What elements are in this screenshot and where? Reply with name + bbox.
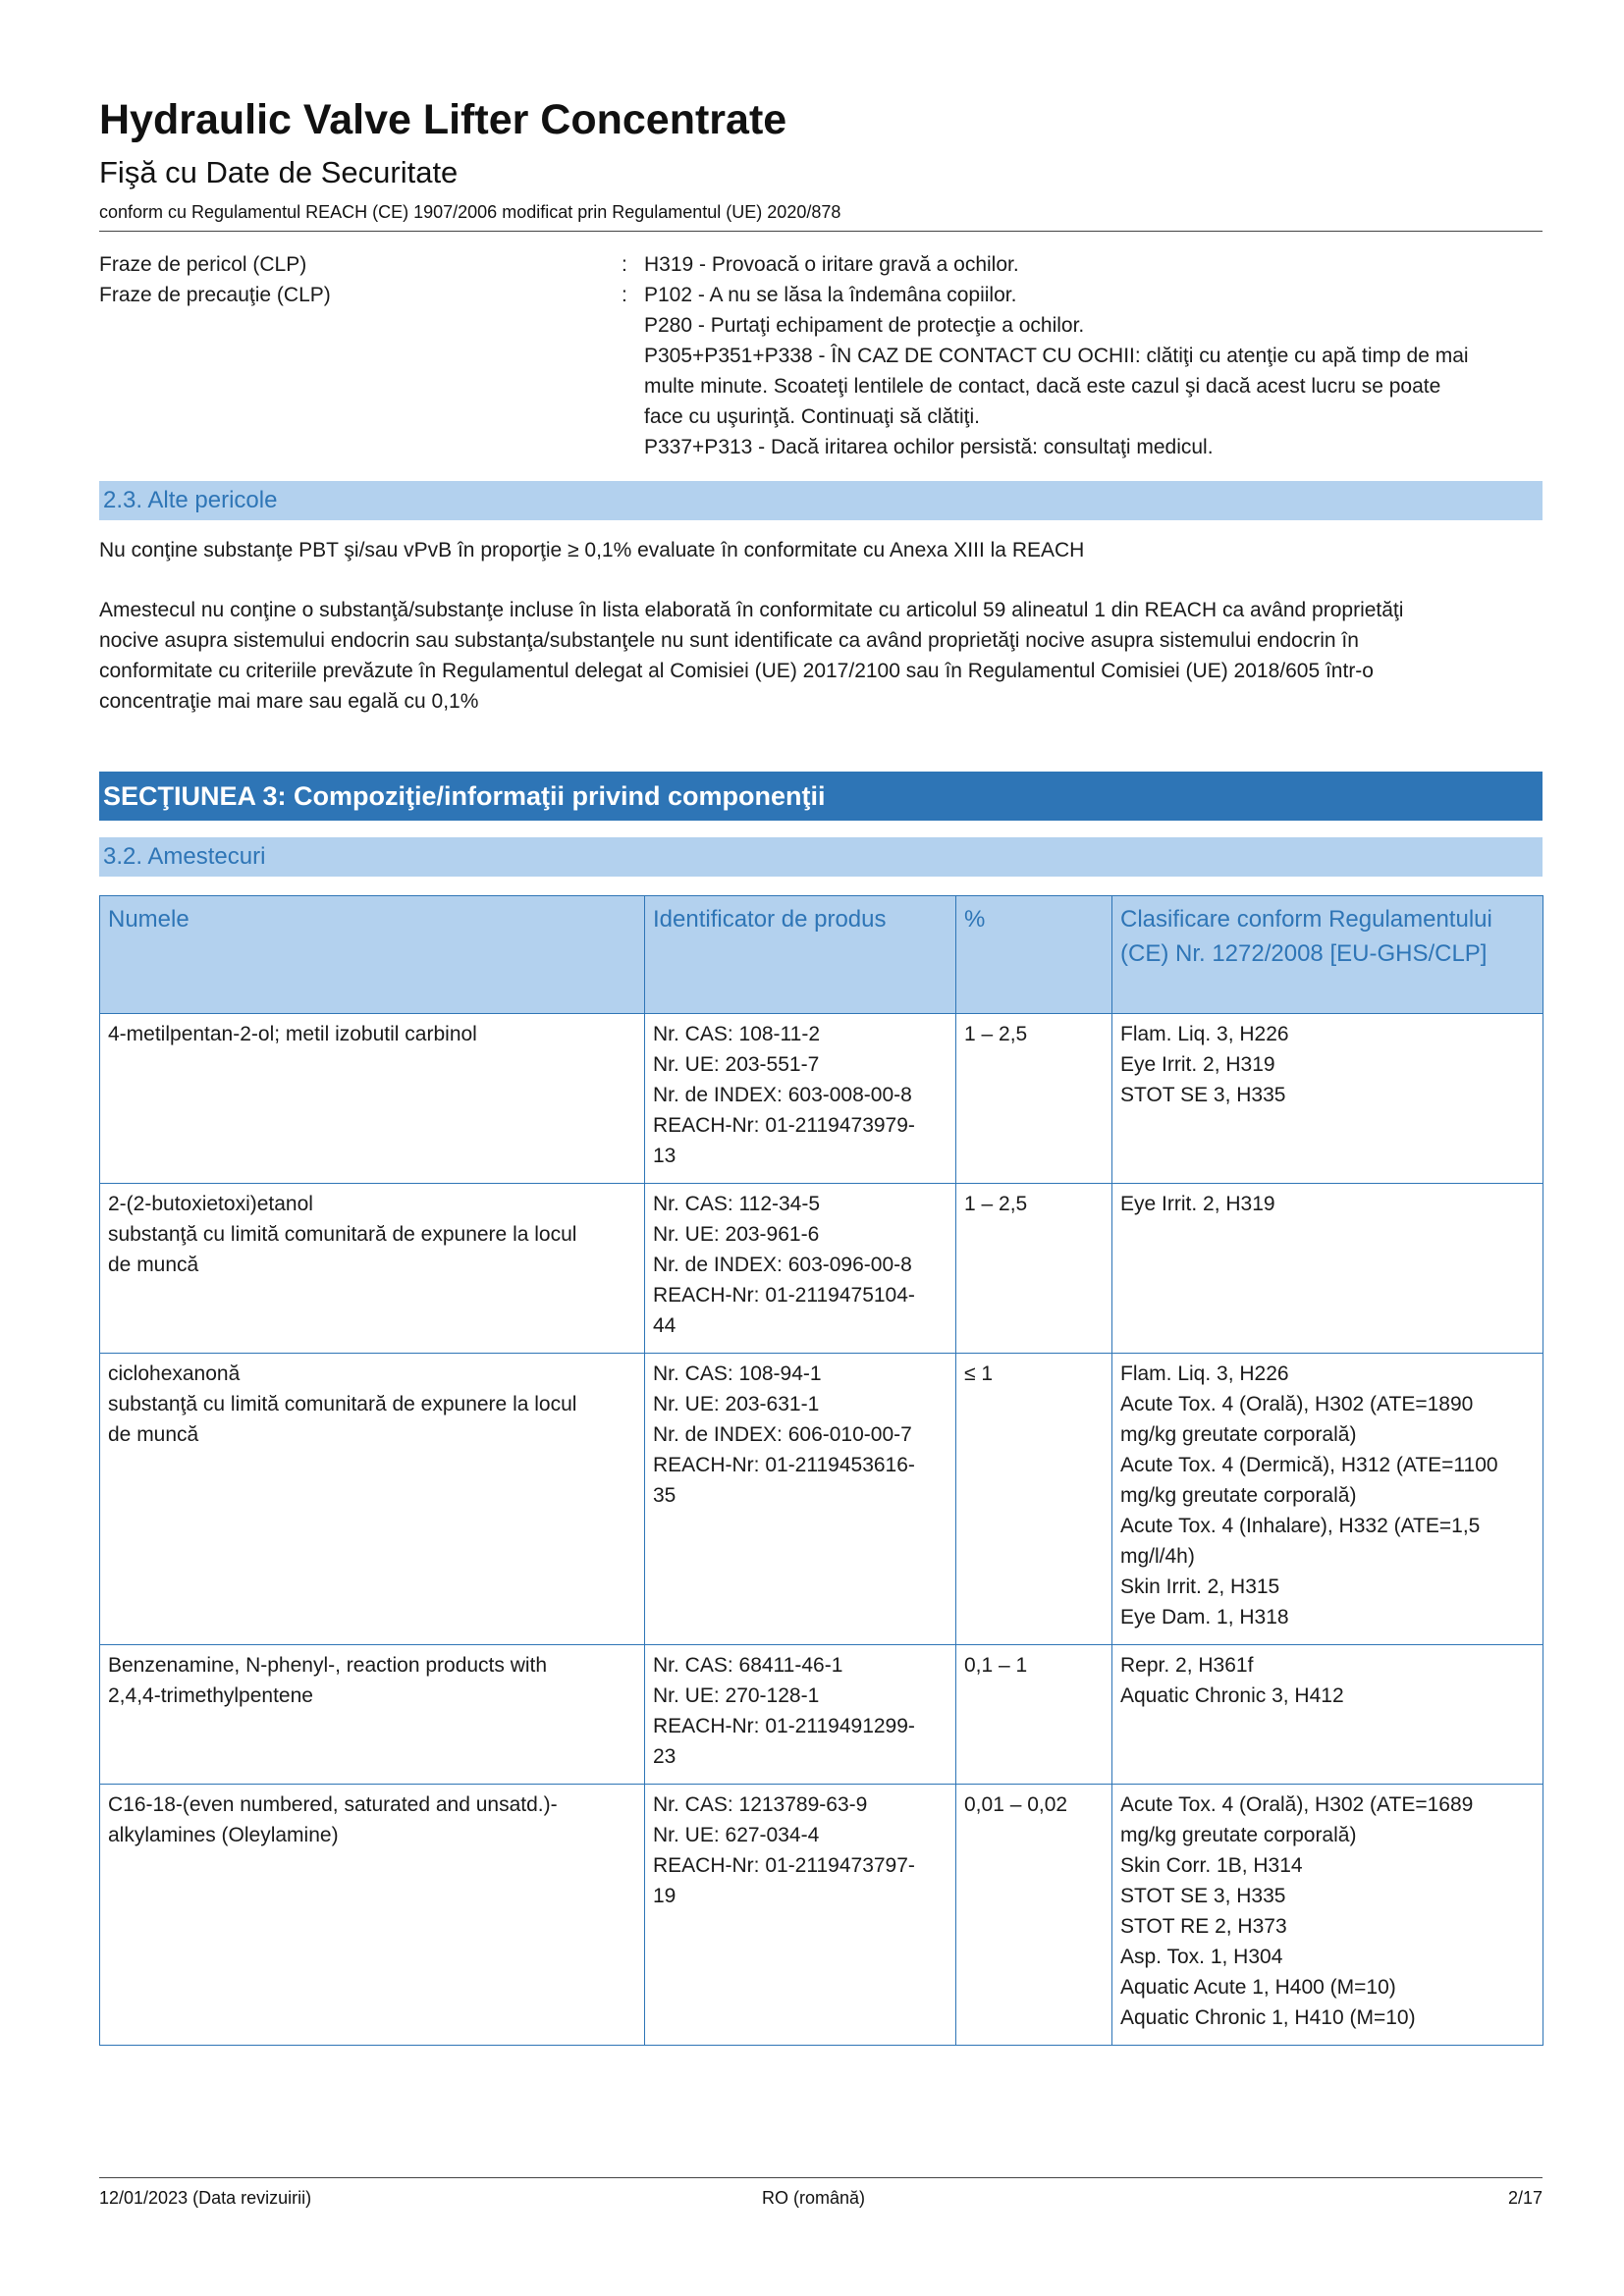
section-3-heading: SECŢIUNEA 3: Compoziţie/informaţii privind componenţii [103, 781, 826, 811]
cell-identifier-line: REACH-Nr: 01-2119475104- [653, 1284, 915, 1307]
composition-table-body [100, 1014, 1543, 2046]
column-header-percent: % [956, 896, 1112, 1014]
cell-classification [1112, 1645, 1543, 1785]
column-header-identifier: Identificator de produs [645, 896, 956, 1014]
cell-name [100, 1645, 645, 1785]
precaution-phrases-label: Fraze de precauţie (CLP) [99, 284, 331, 306]
precaution-line: multe minute. Scoateţi lentilele de contact, dacă este cazul şi dacă acest lucru se poate [644, 375, 1441, 398]
cell-identifier-line: 44 [653, 1314, 677, 1337]
footer-page-number: 2/17 [1507, 2188, 1543, 2208]
cell-classification [1112, 1354, 1543, 1645]
clp-phrases [99, 249, 1543, 462]
subsection-2-3-band [99, 481, 1543, 520]
precaution-line: P280 - Purtaţi echipament de protecţie a ochilor. [644, 314, 1085, 337]
table-row [100, 1785, 1543, 2046]
header-divider [99, 231, 1543, 232]
cell-classification-line: Flam. Liq. 3, H226 [1120, 1362, 1289, 1385]
cell-classification [1112, 1785, 1543, 2046]
cell-name [100, 1354, 645, 1645]
cell-classification-line: STOT RE 2, H373 [1120, 1915, 1287, 1938]
cell-classification [1112, 1014, 1543, 1184]
hazard-phrases-colon: : [622, 253, 627, 276]
cell-classification-line: Repr. 2, H361f [1120, 1654, 1254, 1677]
cell-identifier-line: Nr. CAS: 1213789-63-9 [653, 1793, 868, 1816]
cell-identifier [645, 1645, 956, 1785]
cell-identifier-line: Nr. CAS: 112-34-5 [653, 1193, 821, 1215]
footer-revision-date: 12/01/2023 (Data revizuirii) [99, 2188, 312, 2208]
cell-classification-line: STOT SE 3, H335 [1120, 1885, 1286, 1907]
endocrine-statement [99, 595, 1543, 717]
table-row [100, 1645, 1543, 1785]
regulation-line: conform cu Regulamentul REACH (CE) 1907/2006 modificat prin Regulamentul (UE) 2020/878 [99, 202, 841, 222]
cell-classification-line: Acute Tox. 4 (Inhalare), H332 (ATE=1,5 [1120, 1515, 1481, 1537]
hazard-phrases-label: Fraze de pericol (CLP) [99, 253, 307, 276]
cell-identifier-line: Nr. UE: 203-961-6 [653, 1223, 820, 1246]
cell-classification-line: Skin Irrit. 2, H315 [1120, 1575, 1280, 1598]
document-title: Hydraulic Valve Lifter Concentrate [99, 96, 787, 143]
cell-classification-line: Acute Tox. 4 (Orală), H302 (ATE=1689 [1120, 1793, 1474, 1816]
cell-percent: 1 – 2,5 [956, 1014, 1112, 1184]
cell-classification-line: Aquatic Chronic 3, H412 [1120, 1684, 1344, 1707]
cell-name [100, 1014, 645, 1184]
cell-classification-line: Skin Corr. 1B, H314 [1120, 1854, 1303, 1877]
precaution-phrases-row [99, 280, 1543, 462]
footer-divider [99, 2177, 1543, 2178]
column-header-classification: Clasificare conform Regulamentului (CE) Nr. 1272/2008 [EU-GHS/CLP] [1112, 896, 1543, 1014]
cell-name-line: substanţă cu limită comunitară de expunere la locul [108, 1223, 577, 1246]
cell-identifier-line: 23 [653, 1745, 677, 1768]
cell-name-line: Benzenamine, N-phenyl-, reaction products with [108, 1654, 548, 1677]
table-row [100, 1184, 1543, 1354]
cell-percent: ≤ 1 [956, 1354, 1112, 1645]
cell-identifier-line: Nr. CAS: 68411-46-1 [653, 1654, 843, 1677]
cell-identifier [645, 1014, 956, 1184]
cell-classification-line: mg/kg greutate corporală) [1120, 1824, 1357, 1846]
cell-identifier-line: REACH-Nr: 01-2119453616- [653, 1454, 915, 1476]
endocrine-line: Amestecul nu conţine o substanţă/substanţe incluse în lista elaborată în conformitate cu articolul 59 alineatul 1 din REACH ca având proprietăţi [99, 599, 1404, 621]
column-header-name: Numele [100, 896, 645, 1014]
section-3-band [99, 772, 1543, 821]
cell-identifier-line: 35 [653, 1484, 677, 1507]
cell-classification-line: Asp. Tox. 1, H304 [1120, 1946, 1283, 1968]
table-row [100, 1014, 1543, 1184]
endocrine-line: conformitate cu criteriile prevăzute în Regulamentul delegat al Comisiei (UE) 2017/2100 sau în Regulamentul Comisiei (UE) 2018/605 într-o [99, 660, 1374, 682]
cell-percent: 0,01 – 0,02 [956, 1785, 1112, 2046]
cell-identifier-line: Nr. CAS: 108-94-1 [653, 1362, 822, 1385]
cell-identifier [645, 1354, 956, 1645]
cell-name-line: substanţă cu limită comunitară de expunere la locul [108, 1393, 577, 1415]
endocrine-line: nocive asupra sistemului endocrin sau substanţa/substanţele nu sunt identificate ca având proprietăţi nocive asupra sistemului endocrin în [99, 629, 1359, 652]
cell-classification-line: Eye Irrit. 2, H319 [1120, 1053, 1275, 1076]
endocrine-line: concentraţie mai mare sau egală cu 0,1% [99, 690, 479, 713]
pbt-statement: Nu conţine substanţe PBT şi/sau vPvB în proporţie ≥ 0,1% evaluate în conformitate cu Anexa XIII la REACH [99, 539, 1085, 561]
cell-classification [1112, 1184, 1543, 1354]
cell-identifier-line: Nr. CAS: 108-11-2 [653, 1023, 821, 1045]
precaution-line: P305+P351+P338 - ÎN CAZ DE CONTACT CU OCHII: clătiţi cu atenţie cu apă timp de mai [644, 345, 1469, 367]
cell-identifier-line: REACH-Nr: 01-2119491299- [653, 1715, 915, 1737]
subsection-3-2-band [99, 837, 1543, 877]
cell-name [100, 1785, 645, 2046]
cell-identifier-line: Nr. UE: 627-034-4 [653, 1824, 820, 1846]
cell-name-line: 2,4,4-trimethylpentene [108, 1684, 313, 1707]
precaution-line: P337+P313 - Dacă iritarea ochilor persistă: consultaţi medicul. [644, 436, 1214, 458]
precaution-line: face cu uşurinţă. Continuaţi să clătiţi. [644, 405, 981, 428]
hazard-phrase-value: H319 - Provoacă o iritare gravă a ochilor. [644, 253, 1019, 276]
cell-classification-line: Acute Tox. 4 (Dermică), H312 (ATE=1100 [1120, 1454, 1498, 1476]
cell-name-line: alkylamines (Oleylamine) [108, 1824, 339, 1846]
hazard-phrases-row [99, 249, 1543, 280]
cell-classification-line: Aquatic Chronic 1, H410 (M=10) [1120, 2006, 1416, 2029]
cell-identifier-line: 13 [653, 1145, 677, 1167]
cell-classification-line: STOT SE 3, H335 [1120, 1084, 1286, 1106]
table-header-row [100, 896, 1543, 1014]
cell-identifier-line: Nr. UE: 270-128-1 [653, 1684, 820, 1707]
cell-classification-line: Aquatic Acute 1, H400 (M=10) [1120, 1976, 1396, 1999]
subsection-2-3-heading: 2.3. Alte pericole [103, 487, 278, 513]
cell-classification-line: mg/kg greutate corporală) [1120, 1484, 1357, 1507]
cell-identifier [645, 1184, 956, 1354]
cell-name [100, 1184, 645, 1354]
precaution-phrases-colon: : [622, 284, 627, 306]
cell-classification-line: Eye Irrit. 2, H319 [1120, 1193, 1275, 1215]
cell-classification-line: Acute Tox. 4 (Orală), H302 (ATE=1890 [1120, 1393, 1474, 1415]
cell-classification-line: Eye Dam. 1, H318 [1120, 1606, 1289, 1629]
cell-name-line: C16-18-(even numbered, saturated and unsatd.)- [108, 1793, 558, 1816]
cell-identifier-line: REACH-Nr: 01-2119473797- [653, 1854, 915, 1877]
subsection-3-2-heading: 3.2. Amestecuri [103, 843, 266, 870]
cell-identifier-line: Nr. de INDEX: 603-008-00-8 [653, 1084, 912, 1106]
cell-percent: 1 – 2,5 [956, 1184, 1112, 1354]
cell-identifier-line: REACH-Nr: 01-2119473979- [653, 1114, 915, 1137]
cell-percent: 0,1 – 1 [956, 1645, 1112, 1785]
composition-table [99, 895, 1543, 2046]
cell-identifier-line: 19 [653, 1885, 677, 1907]
cell-identifier-line: Nr. UE: 203-551-7 [653, 1053, 820, 1076]
footer-language: RO (română) [762, 2188, 866, 2208]
table-row [100, 1354, 1543, 1645]
cell-identifier-line: Nr. de INDEX: 603-096-00-8 [653, 1254, 912, 1276]
cell-name-line: ciclohexanonă [108, 1362, 241, 1385]
cell-classification-line: mg/l/4h) [1120, 1545, 1195, 1568]
document-subtitle: Fişă cu Date de Securitate [99, 155, 459, 189]
cell-classification-line: Flam. Liq. 3, H226 [1120, 1023, 1289, 1045]
cell-name-line: 2-(2-butoxietoxi)etanol [108, 1193, 313, 1215]
cell-identifier-line: Nr. UE: 203-631-1 [653, 1393, 820, 1415]
precaution-line: P102 - A nu se lăsa la îndemâna copiilor. [644, 284, 1017, 306]
cell-name-line: de muncă [108, 1423, 199, 1446]
cell-classification-line: mg/kg greutate corporală) [1120, 1423, 1357, 1446]
cell-identifier-line: Nr. de INDEX: 606-010-00-7 [653, 1423, 912, 1446]
cell-name-line: de muncă [108, 1254, 199, 1276]
cell-identifier [645, 1785, 956, 2046]
cell-name-line: 4-metilpentan-2-ol; metil izobutil carbinol [108, 1023, 477, 1045]
